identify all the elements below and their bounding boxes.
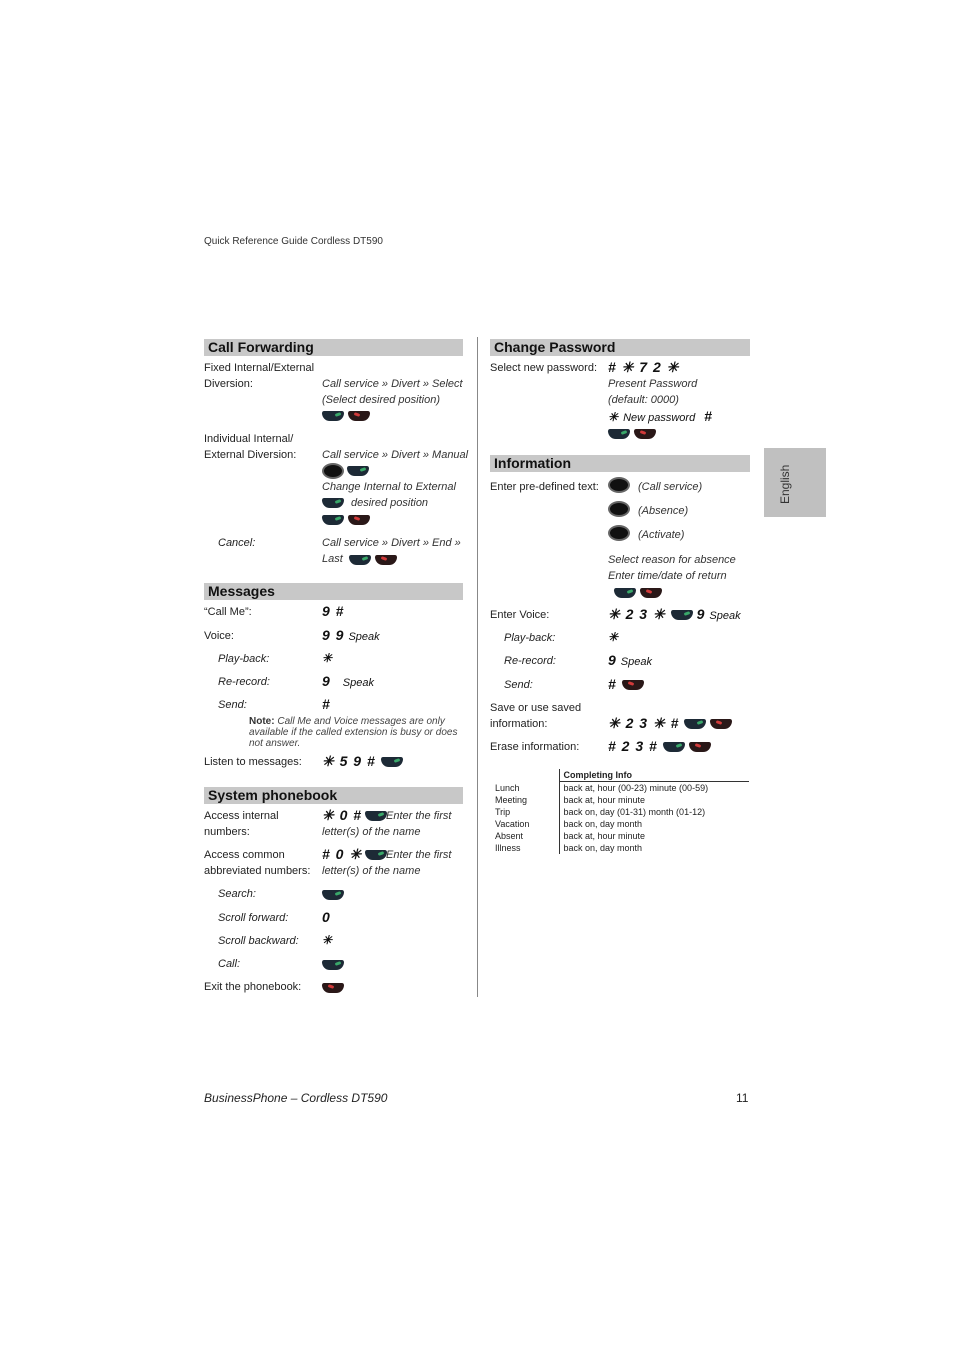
- rerecord-speak: Speak: [342, 677, 374, 689]
- select-reason: Select reason for absence: [608, 554, 736, 566]
- yes-key-icon: [322, 890, 344, 900]
- select-password-keys: # ✳ 7 2 ✳: [608, 359, 680, 375]
- note-label: Note:: [249, 716, 275, 727]
- messages-playback-key: ✳: [322, 651, 334, 665]
- rerecord-key-digit: 9: [322, 673, 331, 689]
- no-key-icon: [348, 411, 370, 421]
- cancel-diversion-label: Cancel:: [218, 537, 256, 549]
- access-internal-step-1: Enter the first: [386, 810, 452, 822]
- voice-label: Voice:: [204, 630, 234, 642]
- save-info-digits: ✳ 2 3 ✳ #: [608, 715, 680, 731]
- access-internal-step-2: letter(s) of the name: [322, 826, 421, 838]
- no-key-icon: [622, 680, 644, 690]
- individual-diversion-keys-3: [322, 514, 374, 526]
- messages-send-label: Send:: [218, 699, 247, 711]
- new-password-text: New password: [623, 412, 696, 424]
- present-password: Present Password: [608, 378, 698, 390]
- info-send-keys: [608, 676, 648, 692]
- yes-key-icon: [608, 429, 630, 439]
- note-text: Call Me and Voice messages are only available if the called extension is busy or does not answer.: [249, 716, 458, 749]
- new-password-hash: #: [704, 408, 713, 424]
- table-cell: back on, day (01-31) month (01-12): [559, 806, 749, 818]
- default-password: (default: 0000): [608, 394, 679, 406]
- completing-info-table: [490, 769, 749, 854]
- table-row: [490, 842, 749, 854]
- access-common-label-1: Access common: [204, 849, 285, 861]
- search-key: [322, 889, 348, 901]
- access-internal-label-2: numbers:: [204, 826, 250, 838]
- language-tab-label: English: [778, 464, 792, 504]
- predefined-option-1: [608, 477, 630, 493]
- yes-key-icon: [322, 411, 344, 421]
- information-confirm-keys: [614, 587, 666, 599]
- table-cell: Illness: [495, 843, 521, 853]
- save-info-label-2: information:: [490, 718, 548, 730]
- access-internal-keys: [322, 807, 391, 823]
- listen-messages-keys: [322, 753, 407, 769]
- enter-voice-digits: ✳ 2 3 ✳: [608, 606, 666, 622]
- individual-diversion-step-1: Call service » Divert » Manual: [322, 449, 469, 461]
- password-confirm-keys: [608, 428, 660, 440]
- fixed-diversion-step-2: (Select desired position): [322, 394, 441, 406]
- table-cell: Absent: [495, 831, 524, 841]
- table-cell: Trip: [495, 807, 511, 817]
- yes-key-icon: [684, 719, 706, 729]
- cancel-diversion-keys: [349, 554, 401, 566]
- messages-rerecord-keys: [322, 673, 374, 691]
- call-me-label: “Call Me”:: [204, 606, 252, 618]
- enter-voice-keys: [608, 606, 741, 624]
- save-info-label-1: Save or use saved: [490, 702, 582, 714]
- change-password-heading: Change Password: [490, 339, 750, 356]
- yes-key-icon: [671, 610, 693, 620]
- info-send-label: Send:: [504, 679, 533, 691]
- info-playback-label: Play-back:: [504, 632, 556, 644]
- enter-return-time: Enter time/date of return: [608, 570, 727, 582]
- enter-voice-speak: Speak: [709, 610, 741, 622]
- footer-title: BusinessPhone – Cordless DT590: [204, 1091, 388, 1105]
- messages-playback-label: Play-back:: [218, 653, 270, 665]
- no-key-icon: [322, 983, 344, 993]
- navigation-key-icon: [608, 501, 630, 517]
- individual-diversion-step-3: Change Internal to External: [322, 481, 456, 493]
- table-cell: back on, day month: [559, 842, 749, 854]
- navigation-key-icon: [608, 477, 630, 493]
- new-password-star: ✳: [608, 410, 620, 424]
- predefined-option-1-text: (Call service): [638, 481, 703, 493]
- phonebook-heading: System phonebook: [204, 787, 463, 804]
- call-label: Call:: [218, 958, 241, 970]
- access-internal-digits: ✳ 0 #: [322, 807, 363, 823]
- table-header-blank: [490, 769, 559, 782]
- table-header-row: [490, 769, 749, 782]
- messages-rerecord-label: Re-record:: [218, 676, 270, 688]
- access-internal-label-1: Access internal: [204, 810, 279, 822]
- yes-key-icon: [365, 811, 387, 821]
- no-key-icon: [689, 742, 711, 752]
- exit-phonebook-label: Exit the phonebook:: [204, 981, 302, 993]
- scroll-forward-label: Scroll forward:: [218, 912, 289, 924]
- voice-speak: Speak: [348, 631, 380, 643]
- individual-diversion-keys-1: [322, 463, 373, 479]
- navigation-key-icon: [608, 525, 630, 541]
- listen-messages-label: Listen to messages:: [204, 756, 302, 768]
- language-tab: [764, 448, 826, 517]
- cancel-diversion-step-1: Call service » Divert » End »: [322, 537, 461, 549]
- info-playback-key: ✳: [608, 630, 620, 644]
- table-header: Completing Info: [559, 769, 749, 782]
- individual-diversion-label-2: External Diversion:: [204, 449, 297, 461]
- scroll-backward-key: ✳: [322, 933, 334, 947]
- document-title: Quick Reference Guide Cordless DT590: [204, 236, 383, 247]
- yes-key-icon: [381, 757, 403, 767]
- predefined-option-3: [608, 525, 630, 541]
- access-common-keys: [322, 846, 391, 862]
- yes-key-icon: [322, 498, 344, 508]
- erase-info-digits: # 2 3 #: [608, 738, 658, 754]
- scroll-backward-label: Scroll backward:: [218, 935, 299, 947]
- table-cell: Vacation: [495, 819, 530, 829]
- exit-phonebook-key: [322, 982, 348, 994]
- individual-diversion-step-4: desired position: [351, 497, 429, 509]
- table-cell: Lunch: [495, 782, 520, 793]
- info-rerecord-speak: Speak: [620, 656, 652, 668]
- yes-key-icon: [322, 960, 344, 970]
- navigation-key-icon: [322, 463, 344, 479]
- column-divider: [477, 337, 478, 997]
- messages-send-key: #: [322, 696, 331, 712]
- access-common-digits: # 0 ✳: [322, 846, 363, 862]
- predefined-option-2-text: (Absence): [638, 505, 689, 517]
- enter-voice-label: Enter Voice:: [490, 609, 550, 621]
- table-row: [490, 806, 749, 818]
- info-rerecord-digit: 9: [608, 652, 617, 668]
- fixed-diversion-step-1: Call service » Divert » Select: [322, 378, 463, 390]
- yes-key-icon: [349, 555, 371, 565]
- no-key-icon: [634, 429, 656, 439]
- no-key-icon: [640, 588, 662, 598]
- info-send-hash: #: [608, 676, 617, 692]
- table-cell: back at, hour minute: [559, 830, 749, 842]
- call-forwarding-heading: Call Forwarding: [204, 339, 463, 356]
- listen-key-digits: ✳ 5 9 #: [322, 753, 376, 769]
- individual-diversion-keys-2: [322, 497, 348, 509]
- individual-diversion-label-1: Individual Internal/: [204, 433, 294, 445]
- page-number: 11: [736, 1091, 749, 1105]
- access-common-step-2: letter(s) of the name: [322, 865, 421, 877]
- predefined-text-label: Enter pre-defined text:: [490, 481, 599, 493]
- access-common-label-2: abbreviated numbers:: [204, 865, 311, 877]
- info-rerecord-keys: [608, 652, 652, 670]
- table-cell: back at, hour minute: [559, 794, 749, 806]
- cancel-diversion-step-2: Last: [322, 553, 343, 565]
- new-password-keys: [608, 408, 713, 426]
- fixed-diversion-label-2: Diversion:: [204, 378, 253, 390]
- messages-note: [249, 716, 465, 749]
- table-row: [490, 830, 749, 842]
- table-row: [490, 794, 749, 806]
- access-common-step-1: Enter the first: [386, 849, 452, 861]
- yes-key-icon: [347, 466, 369, 476]
- save-info-keys: [608, 715, 736, 731]
- table-cell: back on, day month: [559, 818, 749, 830]
- table-cell: Meeting: [495, 795, 528, 805]
- no-key-icon: [348, 515, 370, 525]
- no-key-icon: [375, 555, 397, 565]
- yes-key-icon: [322, 515, 344, 525]
- table-row: [490, 782, 749, 795]
- enter-voice-digit-9: 9: [696, 606, 706, 622]
- voice-key-digits: 9 9: [322, 627, 345, 643]
- call-key: [322, 959, 348, 971]
- messages-heading: Messages: [204, 583, 463, 600]
- information-heading: Information: [490, 455, 750, 472]
- yes-key-icon: [663, 742, 685, 752]
- yes-key-icon: [614, 588, 636, 598]
- table-row: [490, 818, 749, 830]
- erase-info-keys: [608, 738, 715, 754]
- info-rerecord-label: Re-record:: [504, 655, 556, 667]
- search-label: Search:: [218, 888, 256, 900]
- scroll-forward-key: 0: [322, 909, 331, 925]
- no-key-icon: [710, 719, 732, 729]
- select-password-label: Select new password:: [490, 362, 597, 374]
- yes-key-icon: [365, 850, 387, 860]
- erase-info-label: Erase information:: [490, 741, 580, 753]
- table-cell: back at, hour (00-23) minute (00-59): [559, 782, 749, 795]
- predefined-option-2: [608, 501, 630, 517]
- fixed-diversion-keys: [322, 410, 374, 422]
- voice-keys: [322, 627, 380, 645]
- fixed-diversion-label-1: Fixed Internal/External: [204, 362, 315, 374]
- call-me-keys: 9 #: [322, 603, 345, 619]
- predefined-option-3-text: (Activate): [638, 529, 685, 541]
